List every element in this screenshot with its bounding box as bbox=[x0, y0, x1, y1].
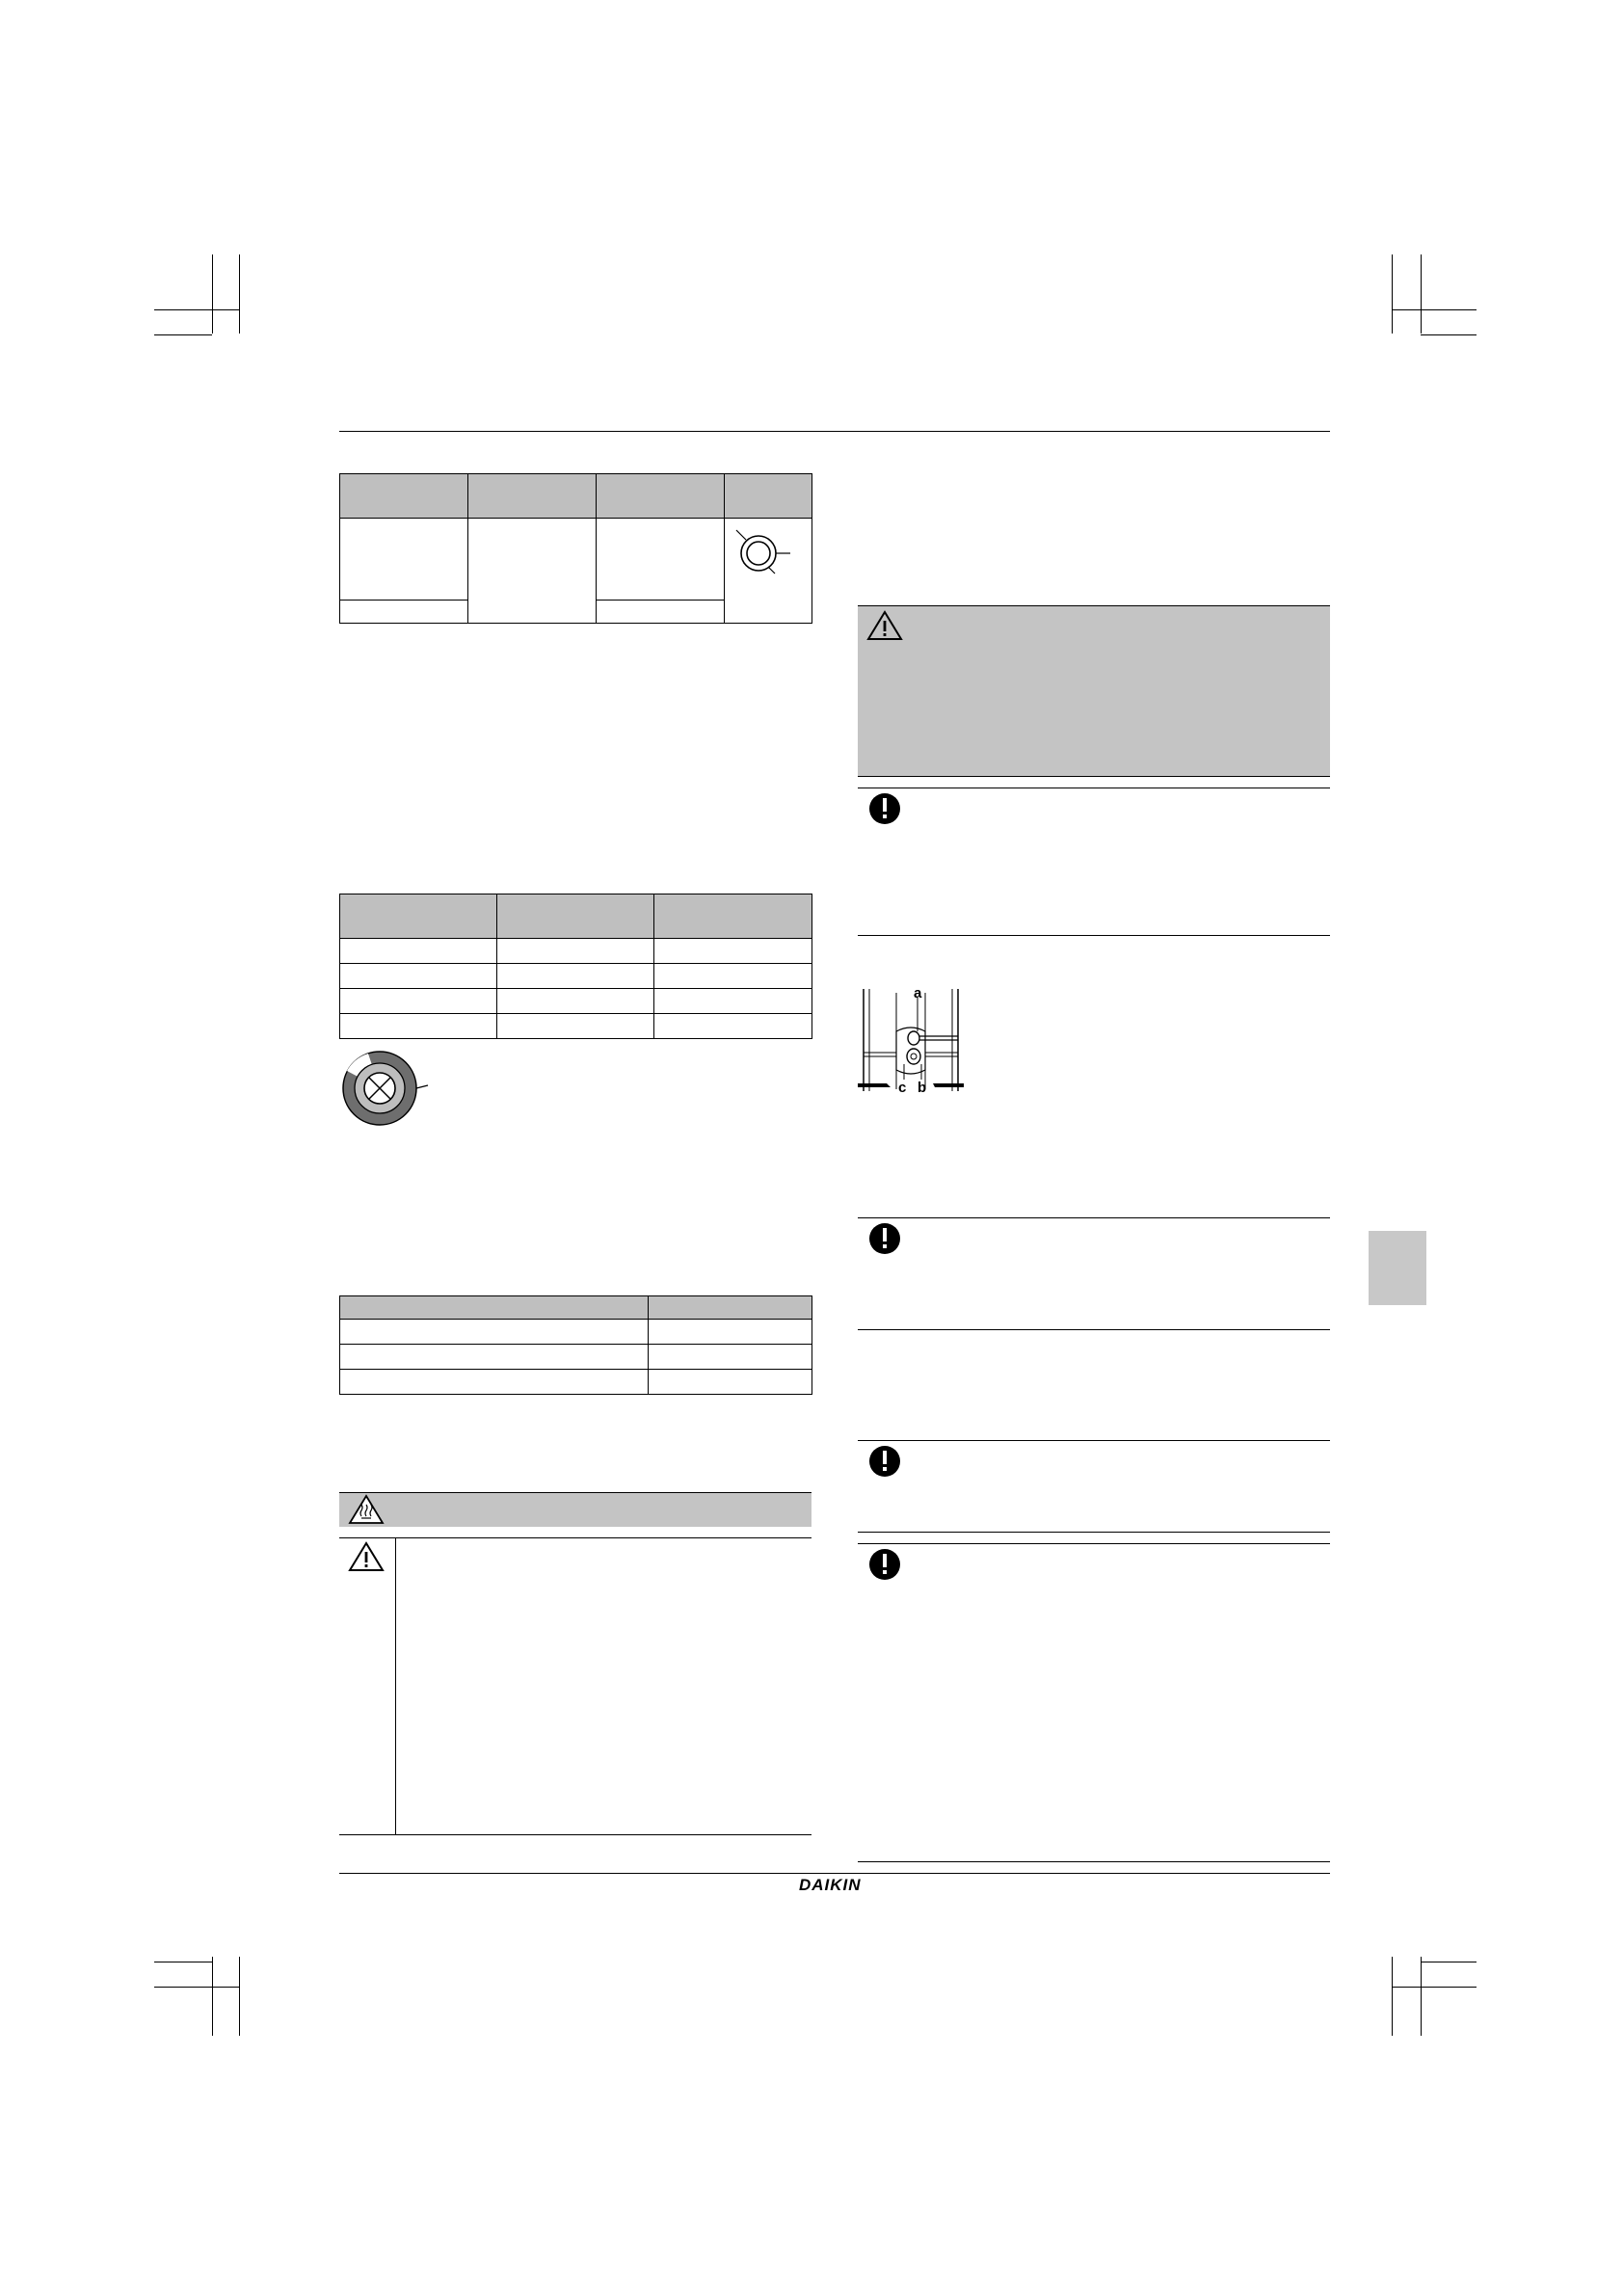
torque-table bbox=[339, 1295, 812, 1395]
pipe-table-cell bbox=[597, 519, 725, 601]
table-row bbox=[340, 939, 812, 964]
warning-box bbox=[858, 605, 1330, 776]
brand-logo: DAIKIN bbox=[799, 1876, 862, 1894]
torque-table-header-1 bbox=[340, 1296, 649, 1320]
table-row bbox=[340, 1345, 812, 1370]
table-row bbox=[340, 1320, 812, 1345]
size-table-header-1 bbox=[340, 894, 497, 939]
warning-icon bbox=[347, 1540, 386, 1573]
pipe-table-header-1 bbox=[340, 474, 468, 519]
pipe-table-cell bbox=[468, 519, 597, 624]
warning-icon bbox=[865, 609, 904, 642]
torque-table-header-2 bbox=[649, 1296, 812, 1320]
notice-icon bbox=[867, 1444, 902, 1479]
pipe-table-cell bbox=[340, 519, 468, 601]
table-row bbox=[340, 1370, 812, 1395]
pipe-table bbox=[339, 473, 812, 624]
size-table-header-2 bbox=[497, 894, 654, 939]
pipe-table-cell bbox=[597, 601, 725, 624]
notice-icon bbox=[867, 1547, 902, 1582]
pipe-table-icon-cell bbox=[725, 519, 812, 624]
figure-label-c: c bbox=[898, 1080, 907, 1096]
size-table bbox=[339, 894, 812, 1039]
size-table-header-3 bbox=[654, 894, 812, 939]
figure-label-b: b bbox=[918, 1080, 927, 1096]
footer-rule bbox=[339, 1873, 1330, 1874]
pipe-table-header-2 bbox=[468, 474, 597, 519]
hot-surface-banner bbox=[339, 1492, 812, 1527]
chapter-side-tab bbox=[1369, 1231, 1426, 1305]
pipe-table-header-3 bbox=[597, 474, 725, 519]
pipe-table-cell bbox=[340, 601, 468, 624]
pipe-table-header-4 bbox=[725, 474, 812, 519]
figure-label-a: a bbox=[914, 985, 922, 1001]
notice-icon bbox=[867, 1221, 902, 1256]
hot-surface-icon bbox=[347, 1494, 386, 1525]
header-rule bbox=[339, 431, 1330, 432]
notice-icon bbox=[867, 791, 902, 826]
table-row bbox=[340, 964, 812, 989]
pipe-insulation-icon bbox=[725, 519, 811, 586]
flare-nut-icon bbox=[339, 1045, 445, 1132]
table-row bbox=[340, 1014, 812, 1039]
table-row bbox=[340, 989, 812, 1014]
